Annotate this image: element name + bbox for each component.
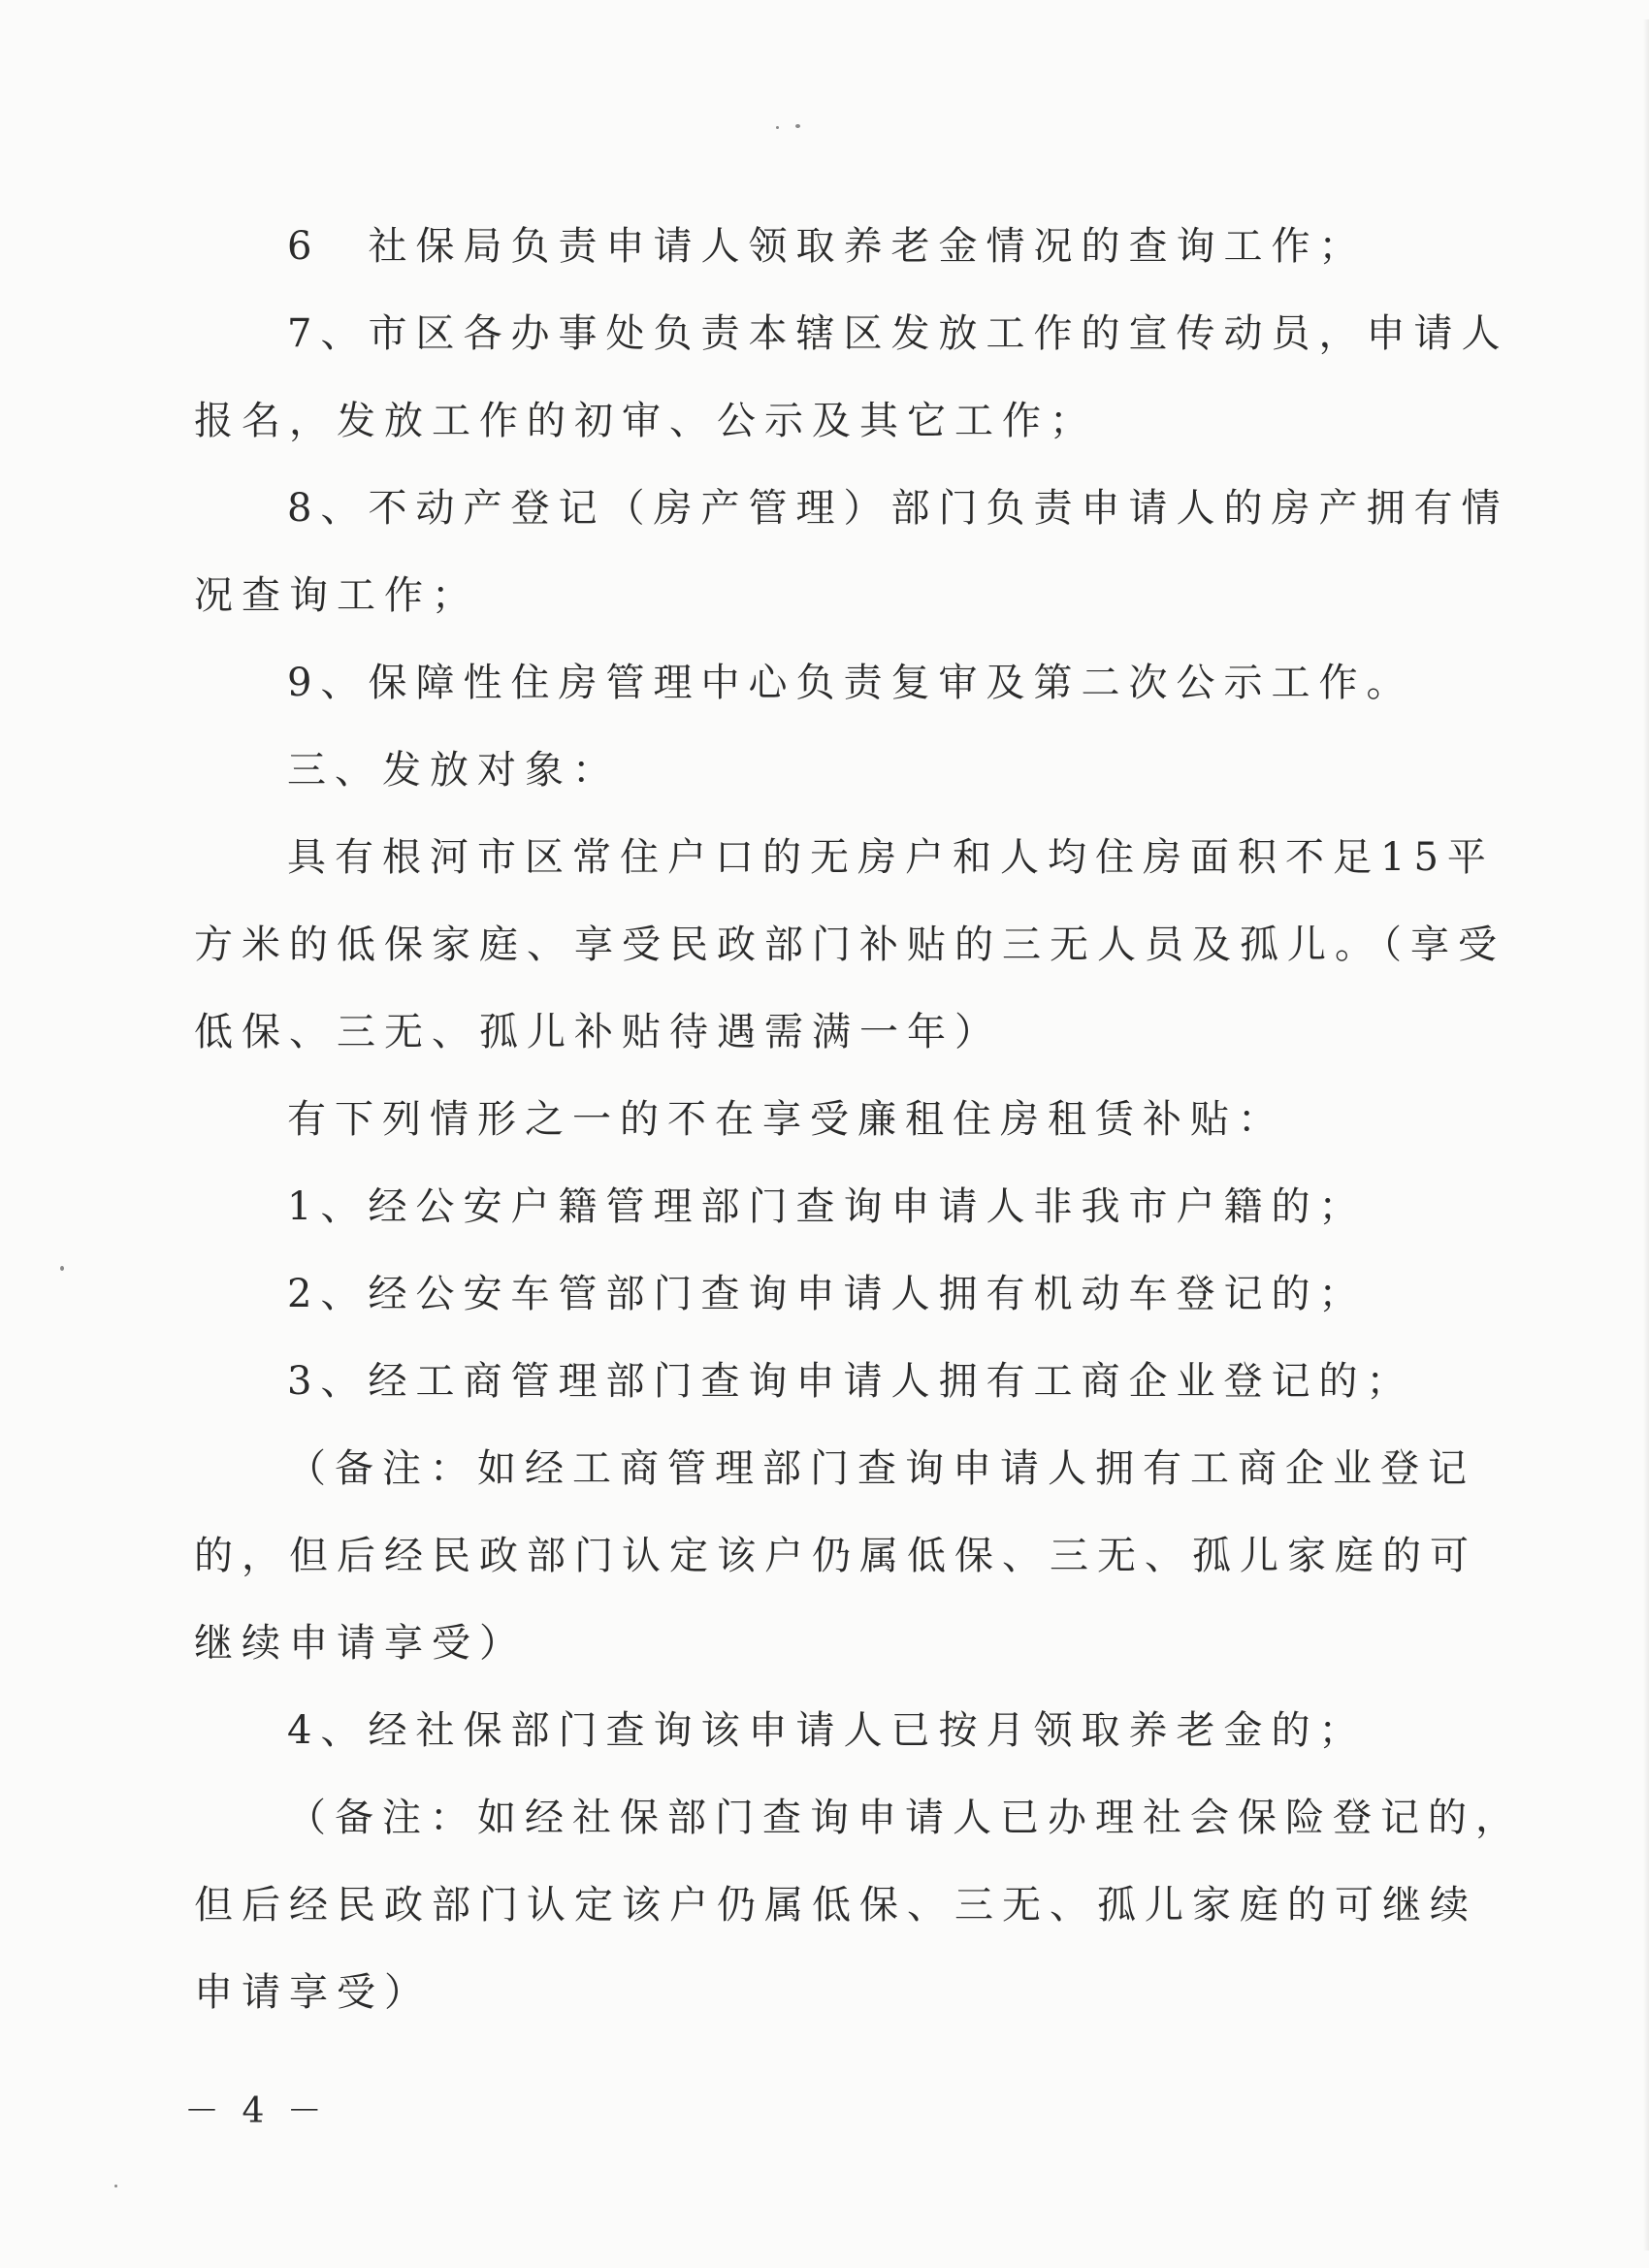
text-line: 9、保障性住房管理中心负责复审及第二次公示工作。 — [287, 661, 1414, 705]
text-line: 有下列情形之一的不在享受廉租住房租赁补贴： — [287, 1097, 1285, 1142]
page-number: － 4 － — [184, 2091, 328, 2131]
text-line: 方米的低保家庭、享受民政部门补贴的三无人员及孤儿。（享受 — [194, 923, 1505, 967]
list-item: 2、经公安车管部门查询申请人拥有机动车登记的； — [287, 1272, 1367, 1316]
note-line: （备注：如经工商管理部门查询申请人拥有工商企业登记 — [287, 1446, 1475, 1491]
scan-edge — [1643, 19, 1649, 2251]
note-line: 但后经民政部门认定该户仍属低保、三无、孤儿家庭的可继续 — [194, 1883, 1477, 1928]
note-line: 申请享受） — [194, 1970, 432, 2015]
scan-speck — [776, 126, 779, 129]
text-line: 6 社保局负责申请人领取养老金情况的查询工作； — [287, 224, 1367, 269]
scan-speck — [114, 2185, 117, 2187]
scan-speck — [60, 1266, 64, 1271]
text-line: 具有根河市区常住户口的无房户和人均住房面积不足15平 — [287, 835, 1495, 880]
note-line: （备注：如经社保部门查询申请人已办理社会保险登记的， — [287, 1796, 1523, 1840]
note-line: 继续申请享受） — [194, 1621, 527, 1666]
text-line: 8、不动产登记（房产管理）部门负责申请人的房产拥有情 — [287, 486, 1509, 531]
list-item: 1、经公安户籍管理部门查询申请人非我市户籍的； — [287, 1184, 1367, 1229]
text-line: 低保、三无、孤儿补贴待遇需满一年） — [194, 1010, 1002, 1054]
scan-speck — [795, 124, 800, 128]
list-item: 3、经工商管理部门查询申请人拥有工商企业登记的； — [287, 1359, 1414, 1404]
list-item: 4、经社保部门查询该申请人已按月领取养老金的； — [287, 1708, 1367, 1753]
note-line: 的，但后经民政部门认定该户仍属低保、三无、孤儿家庭的可 — [194, 1534, 1477, 1578]
text-line: 报名，发放工作的初审、公示及其它工作； — [194, 399, 1097, 443]
text-line: 7、市区各办事处负责本辖区发放工作的宣传动员，申请人 — [287, 311, 1509, 356]
section-heading: 三、发放对象： — [287, 748, 620, 793]
text-line: 况查询工作； — [194, 573, 479, 618]
